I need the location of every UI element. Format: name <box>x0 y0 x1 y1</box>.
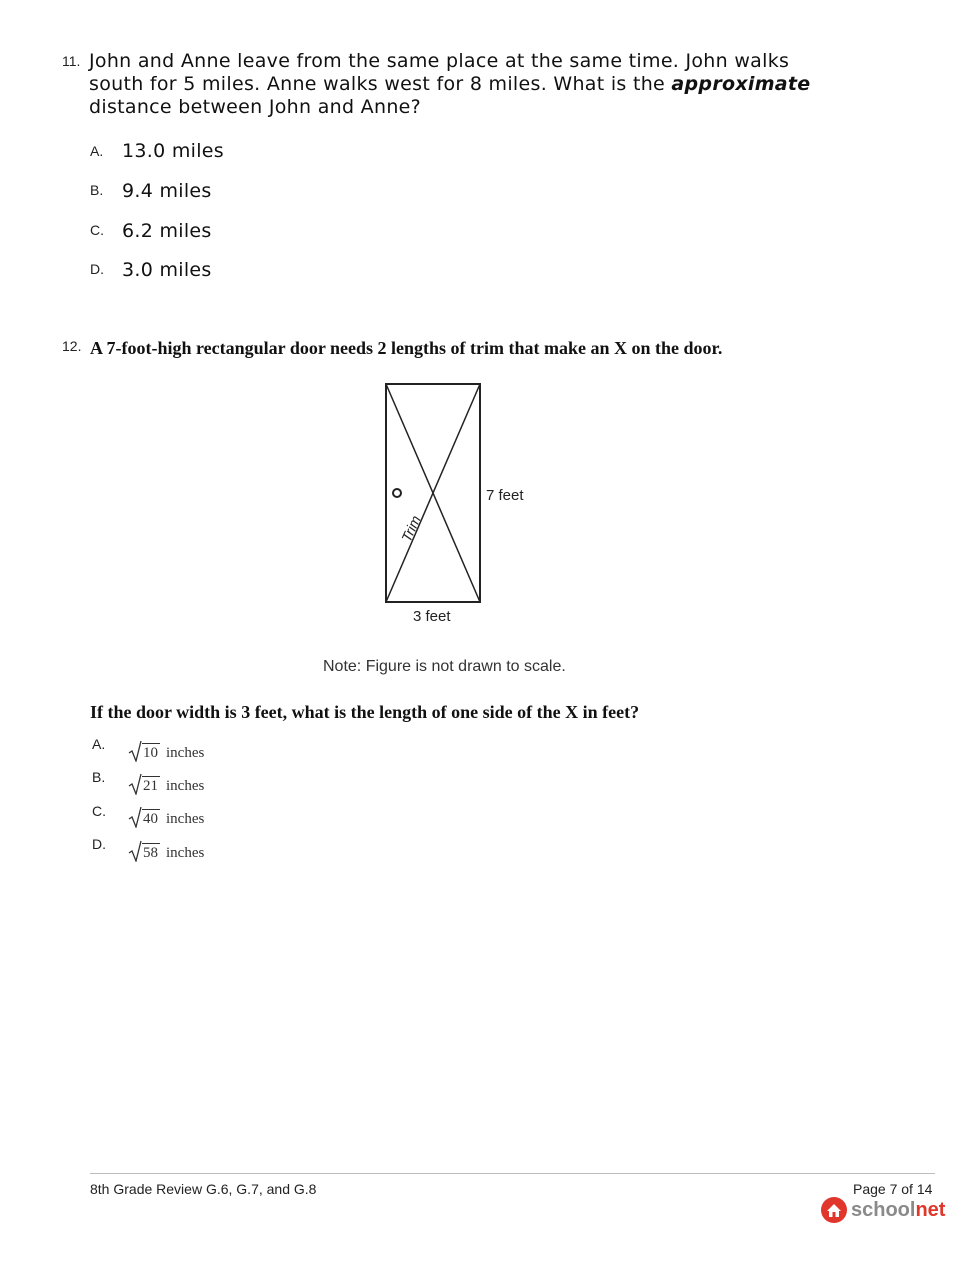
answer-option[interactable] <box>128 740 204 762</box>
question-title: A 7-foot-high rectangular door needs 2 lengths of trim that make an X on the door. <box>90 338 723 358</box>
square-root-icon <box>128 840 142 862</box>
schoolnet-logo <box>820 1196 945 1224</box>
question-text-part: distance between John and Anne? <box>89 96 422 118</box>
brand-net: net <box>915 1198 946 1221</box>
unit: inches <box>166 745 205 761</box>
question-text-part: John and Anne leave from the same place at the same time. John walks south for 5 miles. Anne walks west for 8 miles. What is the <box>89 50 790 95</box>
square-root-icon <box>128 740 142 762</box>
answer-option[interactable]: 9.4 miles <box>122 180 212 202</box>
height-label: 7 feet <box>486 487 524 504</box>
option-letter: B. <box>92 769 106 785</box>
option-letter: A. <box>90 143 104 159</box>
square-root-icon <box>128 773 142 795</box>
option-letter: C. <box>90 222 104 238</box>
answer-option[interactable] <box>128 773 204 795</box>
answer-option[interactable]: 6.2 miles <box>122 220 212 242</box>
footer-divider <box>90 1173 935 1174</box>
radicand: 21 <box>143 778 158 794</box>
unit: inches <box>166 845 205 861</box>
answer-option[interactable]: 13.0 miles <box>122 140 224 162</box>
radicand: 40 <box>143 811 158 827</box>
home-icon <box>820 1196 848 1224</box>
answer-option[interactable] <box>128 840 204 862</box>
brand-school: school <box>851 1198 916 1221</box>
square-root-icon <box>128 806 142 828</box>
question-number: 12. <box>62 338 82 354</box>
question-text: If the door width is 3 feet, what is the length of one side of the X in feet? <box>90 702 640 722</box>
option-letter: A. <box>92 736 106 752</box>
unit: inches <box>166 811 205 827</box>
question-number: 11. <box>62 53 81 69</box>
door-knob <box>393 489 401 497</box>
option-letter: D. <box>90 261 104 277</box>
answer-option[interactable]: 3.0 miles <box>122 259 212 281</box>
unit: inches <box>166 778 205 794</box>
radicand: 10 <box>143 745 158 761</box>
option-letter: D. <box>92 836 106 852</box>
figure-note: Note: Figure is not drawn to scale. <box>323 658 566 675</box>
radicand: 58 <box>143 845 158 861</box>
question-text <box>89 50 849 119</box>
trim-label: Trim <box>398 513 424 545</box>
answer-option[interactable] <box>128 806 204 828</box>
door-figure <box>370 375 550 635</box>
width-label: 3 feet <box>413 608 451 625</box>
option-letter: C. <box>92 803 106 819</box>
footer-title: 8th Grade Review G.6, G.7, and G.8 <box>90 1181 317 1197</box>
option-letter: B. <box>90 182 104 198</box>
page-indicator: Page 7 of 14 <box>853 1181 933 1197</box>
question-emphasis: approximate <box>671 73 811 95</box>
